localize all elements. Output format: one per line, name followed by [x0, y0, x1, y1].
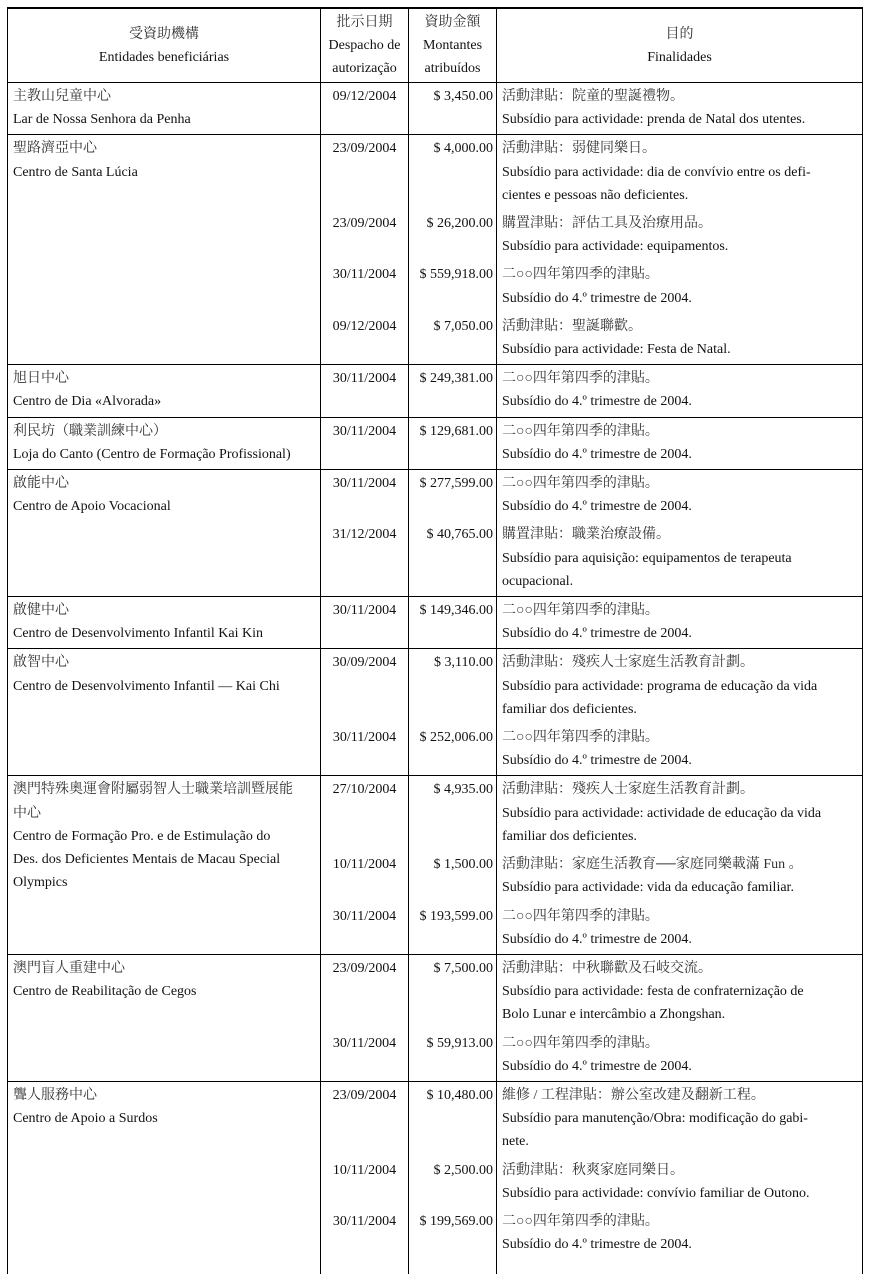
purpose-line: Subsídio do 4.º trimestre de 2004. — [502, 626, 692, 642]
entity-name-cell — [8, 1081, 321, 1274]
date-cell: 23/09/2004 — [321, 1081, 409, 1156]
entity-group — [8, 365, 863, 417]
purpose-line: Subsídio para actividade: actividade de educação da vida — [502, 805, 822, 821]
purpose-line: familiar dos deficientes. — [502, 828, 637, 844]
entity-name-pt: Centro de Apoio Vocacional — [13, 499, 171, 515]
date-cell: 30/09/2004 — [321, 649, 409, 724]
purpose-cell — [497, 597, 863, 649]
amount-cell: $ 199,569.00 — [409, 1208, 497, 1274]
header-amount — [409, 8, 497, 83]
purpose-line: ocupacional. — [502, 573, 574, 589]
amount-cell: $ 40,765.00 — [409, 521, 497, 596]
entity-name-zh: 聖路濟亞中心 — [13, 141, 97, 157]
amount-cell: $ 1,500.00 — [409, 851, 497, 902]
purpose-line: 維修 / 工程津貼：辦公室改建及翻新工程。 — [502, 1087, 765, 1103]
amount-cell: $ 3,450.00 — [409, 83, 497, 135]
header-purpose-zh: 目的 — [665, 26, 694, 42]
entity-name-pt: Centro de Apoio a Surdos — [13, 1111, 158, 1127]
header-date — [321, 8, 409, 83]
entity-name-cell — [8, 83, 321, 135]
purpose-line: 活動津貼：殘疾人士家庭生活教育計劃。 — [502, 655, 754, 671]
header-entity-pt: Entidades beneficiárias — [98, 49, 230, 65]
amount-cell: $ 3,110.00 — [409, 649, 497, 724]
entity-group — [8, 417, 863, 469]
entity-name-zh: 澳門特殊奧運會附屬弱智人士職業培訓暨展能 — [13, 782, 293, 798]
date-cell: 10/11/2004 — [321, 851, 409, 902]
entity-name-zh: 利民坊（職業訓練中心） — [13, 423, 167, 439]
purpose-line: Subsídio do 4.º trimestre de 2004. — [502, 394, 692, 410]
purpose-line: 活動津貼：秋爽家庭同樂日。 — [502, 1162, 684, 1178]
header-row — [8, 8, 863, 83]
entity-group — [8, 954, 863, 1081]
purpose-line: Subsídio do 4.º trimestre de 2004. — [502, 931, 692, 947]
entity-name-zh: 聾人服務中心 — [13, 1087, 97, 1103]
entity-name-pt: Des. dos Deficientes Mentais de Macau Special — [13, 852, 281, 868]
purpose-cell — [497, 1081, 863, 1156]
purpose-line: 二○○四年第四季的津貼。 — [502, 908, 659, 924]
entity-group — [8, 470, 863, 597]
purpose-line: 活動津貼：弱健同樂日。 — [502, 141, 656, 157]
purpose-cell — [497, 903, 863, 955]
header-date-pt-1: Despacho de — [328, 38, 401, 53]
entity-name-pt: Centro de Desenvolvimento Infantil — Kai Chi — [13, 678, 280, 694]
purpose-cell — [497, 313, 863, 365]
subsidy-table — [7, 7, 863, 1274]
purpose-line: Subsídio do 4.º trimestre de 2004. — [502, 446, 692, 462]
purpose-cell — [497, 521, 863, 596]
date-cell: 30/11/2004 — [321, 417, 409, 469]
table-row — [8, 776, 863, 851]
purpose-line: Subsídio do 4.º trimestre de 2004. — [502, 753, 692, 769]
date-cell: 30/11/2004 — [321, 365, 409, 417]
entity-name-zh: 旭日中心 — [13, 371, 69, 387]
amount-cell: $ 26,200.00 — [409, 210, 497, 261]
purpose-line: Subsídio para actividade: dia de convívio entre os defi- — [502, 164, 811, 180]
purpose-line: 購置津貼：評估工具及治療用品。 — [502, 216, 712, 232]
purpose-cell — [497, 261, 863, 312]
date-cell: 31/12/2004 — [321, 521, 409, 596]
entity-name-cell — [8, 470, 321, 597]
entity-group — [8, 1081, 863, 1274]
table-row — [8, 470, 863, 522]
table-row — [8, 135, 863, 210]
amount-cell: $ 129,681.00 — [409, 417, 497, 469]
purpose-cell — [497, 135, 863, 210]
purpose-line: familiar dos deficientes. — [502, 701, 637, 717]
date-cell: 23/09/2004 — [321, 210, 409, 261]
header-entity — [8, 8, 321, 83]
entity-name-pt: Centro de Dia «Alvorada» — [13, 394, 162, 410]
amount-cell: $ 252,006.00 — [409, 724, 497, 776]
purpose-cell — [497, 1208, 863, 1274]
date-cell: 30/11/2004 — [321, 1208, 409, 1274]
purpose-cell — [497, 954, 863, 1029]
entity-name-pt: Centro de Santa Lúcia — [13, 164, 138, 180]
purpose-line: Subsídio para actividade: equipamentos. — [502, 239, 729, 255]
table-row — [8, 417, 863, 469]
purpose-cell — [497, 1030, 863, 1082]
header-purpose — [497, 8, 863, 83]
date-cell: 30/11/2004 — [321, 470, 409, 522]
purpose-line: Subsídio para actividade: programa de educação da vida — [502, 678, 818, 694]
table-row — [8, 649, 863, 724]
purpose-line: Subsídio para actividade: prenda de Natal dos utentes. — [502, 112, 806, 128]
date-cell: 30/11/2004 — [321, 1030, 409, 1082]
purpose-line: 二○○四年第四季的津貼。 — [502, 267, 659, 283]
date-cell: 09/12/2004 — [321, 313, 409, 365]
purpose-line: Subsídio para actividade: convívio familiar de Outono. — [502, 1185, 810, 1201]
purpose-line: 活動津貼：院童的聖誕禮物。 — [502, 89, 684, 104]
entity-name-pt: Centro de Desenvolvimento Infantil Kai Kin — [13, 626, 263, 642]
date-cell: 27/10/2004 — [321, 776, 409, 851]
amount-cell: $ 2,500.00 — [409, 1157, 497, 1208]
purpose-line: 購置津貼：職業治療設備。 — [502, 527, 670, 543]
entity-name-pt: Lar de Nossa Senhora da Penha — [13, 112, 191, 128]
header-amount-pt-1: Montantes — [422, 38, 483, 53]
purpose-line: cientes e pessoas não deficientes. — [502, 187, 689, 203]
table-row — [8, 83, 863, 135]
purpose-line: Subsídio para actividade: Festa de Natal. — [502, 342, 731, 358]
purpose-line: 二○○四年第四季的津貼。 — [502, 1213, 659, 1229]
entity-name-cell — [8, 135, 321, 365]
purpose-line: Subsídio para manutenção/Obra: modificação do gabi- — [502, 1111, 808, 1127]
amount-cell: $ 559,918.00 — [409, 261, 497, 312]
entity-group — [8, 83, 863, 135]
amount-cell: $ 7,500.00 — [409, 954, 497, 1029]
date-cell: 23/09/2004 — [321, 135, 409, 210]
purpose-line: nete. — [502, 1134, 529, 1150]
entity-name-cell — [8, 776, 321, 954]
table-row — [8, 365, 863, 417]
amount-cell: $ 149,346.00 — [409, 597, 497, 649]
purpose-cell — [497, 417, 863, 469]
date-cell: 30/11/2004 — [321, 724, 409, 776]
purpose-line: 活動津貼：家庭生活教育──家庭同樂載滿 Fun 。 — [502, 857, 803, 873]
entity-group — [8, 776, 863, 954]
entity-name-pt: Centro de Formação Pro. e de Estimulação do — [13, 828, 271, 844]
date-cell: 30/11/2004 — [321, 597, 409, 649]
entity-group — [8, 649, 863, 776]
purpose-line: Bolo Lunar e intercâmbio a Zhongshan. — [502, 1007, 726, 1023]
date-cell: 10/11/2004 — [321, 1157, 409, 1208]
purpose-line: Subsídio para actividade: vida da educação familiar. — [502, 880, 794, 896]
entity-name-zh: 啟能中心 — [13, 476, 69, 492]
purpose-line: 二○○四年第四季的津貼。 — [502, 476, 659, 492]
amount-cell: $ 193,599.00 — [409, 903, 497, 955]
purpose-line: Subsídio do 4.º trimestre de 2004. — [502, 1058, 692, 1074]
purpose-line: 二○○四年第四季的津貼。 — [502, 371, 659, 387]
purpose-cell — [497, 83, 863, 135]
header-date-zh: 批示日期 — [336, 15, 393, 30]
entity-group — [8, 135, 863, 365]
purpose-line: Subsídio para aquisição: equipamentos de terapeuta — [502, 550, 792, 566]
amount-cell: $ 59,913.00 — [409, 1030, 497, 1082]
amount-cell: $ 4,000.00 — [409, 135, 497, 210]
purpose-cell — [497, 365, 863, 417]
purpose-line: Subsídio do 4.º trimestre de 2004. — [502, 1237, 692, 1253]
purpose-line: 活動津貼：聖誕聯歡。 — [502, 318, 642, 334]
header-purpose-pt: Finalidades — [647, 49, 712, 65]
purpose-line: 二○○四年第四季的津貼。 — [502, 423, 659, 439]
purpose-line: 二○○四年第四季的津貼。 — [502, 603, 659, 619]
entity-name-cell — [8, 597, 321, 649]
entity-group — [8, 597, 863, 649]
date-cell: 09/12/2004 — [321, 83, 409, 135]
purpose-cell — [497, 470, 863, 522]
entity-name-zh: 中心 — [13, 805, 41, 821]
amount-cell: $ 10,480.00 — [409, 1081, 497, 1156]
header-entity-zh: 受資助機構 — [129, 26, 199, 42]
entity-name-pt: Olympics — [13, 875, 68, 891]
header-amount-pt-2: atribuídos — [424, 61, 481, 76]
purpose-line: Subsídio do 4.º trimestre de 2004. — [502, 290, 692, 306]
entity-name-zh: 澳門盲人重建中心 — [13, 960, 125, 976]
entity-name-pt: Centro de Reabilitação de Cegos — [13, 984, 197, 1000]
entity-name-zh: 啟健中心 — [13, 603, 69, 619]
purpose-line: Subsídio do 4.º trimestre de 2004. — [502, 499, 692, 515]
purpose-line: 活動津貼：中秋聯歡及石岐交流。 — [502, 960, 712, 976]
entity-name-cell — [8, 649, 321, 776]
purpose-cell — [497, 724, 863, 776]
entity-name-zh: 主教山兒童中心 — [13, 89, 111, 104]
date-cell: 30/11/2004 — [321, 903, 409, 955]
purpose-cell — [497, 776, 863, 851]
table-row — [8, 1081, 863, 1156]
date-cell: 23/09/2004 — [321, 954, 409, 1029]
purpose-line: 活動津貼：殘疾人士家庭生活教育計劃。 — [502, 782, 754, 798]
date-cell: 30/11/2004 — [321, 261, 409, 312]
amount-cell: $ 277,599.00 — [409, 470, 497, 522]
purpose-cell — [497, 210, 863, 261]
header-date-pt-2: autorização — [332, 61, 397, 76]
amount-cell: $ 7,050.00 — [409, 313, 497, 365]
purpose-line: 二○○四年第四季的津貼。 — [502, 730, 659, 746]
entity-name-cell — [8, 954, 321, 1081]
purpose-line: 二○○四年第四季的津貼。 — [502, 1035, 659, 1051]
header-amount-zh: 資助金額 — [424, 15, 481, 30]
table-row — [8, 597, 863, 649]
entity-name-pt: Loja do Canto (Centro de Formação Profissional) — [13, 446, 291, 462]
purpose-cell — [497, 851, 863, 902]
purpose-cell — [497, 649, 863, 724]
purpose-cell — [497, 1157, 863, 1208]
purpose-line: Subsídio para actividade: festa de confraternização de — [502, 984, 804, 1000]
amount-cell: $ 249,381.00 — [409, 365, 497, 417]
amount-cell: $ 4,935.00 — [409, 776, 497, 851]
entity-name-cell — [8, 417, 321, 469]
table-row — [8, 954, 863, 1029]
entity-name-zh: 啟智中心 — [13, 655, 69, 671]
entity-name-cell — [8, 365, 321, 417]
